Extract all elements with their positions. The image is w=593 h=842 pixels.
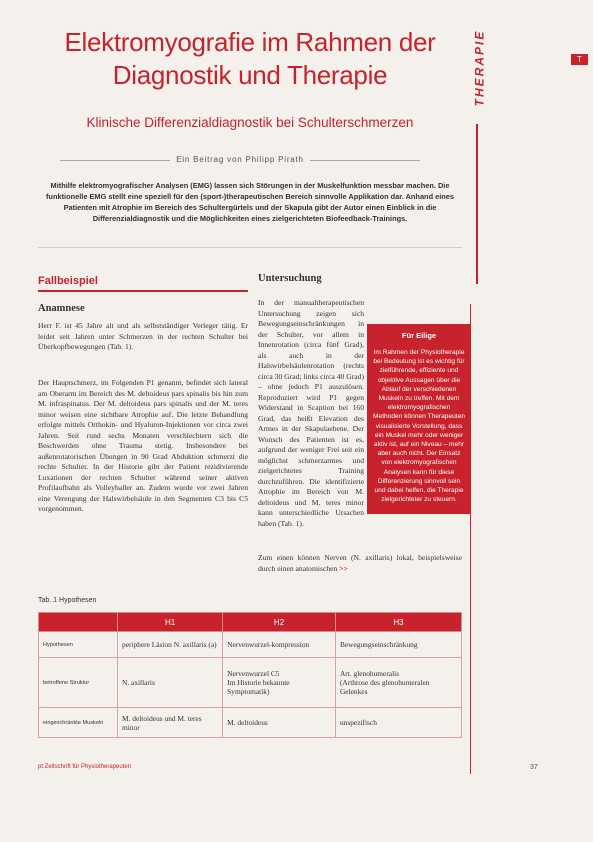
hypotheses-table	[38, 612, 462, 738]
section-label-text: THERAPIE	[472, 29, 486, 107]
table-cell: N. axillaris	[118, 658, 223, 708]
table-header-cell: H3	[335, 613, 461, 632]
untersuchung-paragraph-2	[258, 553, 462, 574]
quick-summary-box	[367, 324, 471, 514]
untersuchung-paragraph-1	[258, 298, 364, 529]
table-row-header: Hypothesen	[39, 632, 118, 658]
fallbeispiel-underline	[38, 290, 248, 292]
untersuchung-heading: Untersuchung	[258, 273, 322, 284]
table-row-header: eingeschränkte Muskeln	[39, 708, 118, 738]
table-header-cell	[39, 613, 118, 632]
section-divider-line	[476, 124, 478, 284]
section-tab-marker: T	[571, 54, 588, 65]
anamnese-paragraph-2: Der Hauptschmerz, im Folgenden P1 genannt, befindet sich lateral am Oberarm im Bereich des M. deltoideus pars spinalis bis hin zum M. infraspinatus. Der M. deltoideus pars spinalis und der M. teres minor weisen eine sichtbare Atrophie auf. Die letzte Behandlung erfolgte mittels Orthokin- und Hyaluron-Injektionen vor circa zwei Jahren. Seit rund sechs Monaten verschlechtern sich die Beschwerden ohne Trauma stetig. Insbesondere bei außenrotatorischen Übungen in 90 Grad Abduktion schmerzt die rechte Schulter. In der Historie gibt der Patient rezidivierende Luxationen der rechten Schulter während seiner aktiven Profilaufbahn als Volleyballer an. Zudem wurde vor zwei Jahren eine Verengung der Halswirbelsäule in den Segmenten C3 bis C5 vorgenommen.	[38, 378, 248, 513]
title-line-1: Elektromyografie im Rahmen der	[64, 27, 436, 57]
table-cell: Bewegungseinschränkung	[335, 632, 461, 658]
untersuchung-text-2: Zum einen können Nerven (N. axillaris) lokal, beispielsweise durch einen anatomischen	[258, 553, 462, 573]
table-header-cell: H1	[118, 613, 223, 632]
title-line-2: Diagnostik und Therapie	[112, 60, 388, 90]
fallbeispiel-heading: Fallbeispiel	[38, 275, 98, 287]
table-header-cell: H2	[223, 613, 336, 632]
table-caption: Tab. 1 Hypothesen	[38, 597, 97, 604]
table-row	[39, 658, 462, 708]
table-row	[39, 632, 462, 658]
untersuchung-text: In der manualtherapeutischen Untersuchung zeigen sich Bewegungseinschränkungen in der Schulter, vor allem in Innenrotation (circa fünf Grad), als auch in der Halswirbelsäulenrotation (rechts circa 30 Grad; links circa 40 Grad) – ohne jedoch P1 auszulösen. Reproduziert wird P1 gegen Widerstand in Scaption bei 160 Grad, das heißt Elevation des Armes in der Skapulaebene. Der Wunsch des Patienten ist es, aufgrund der weniger Frei seit ein möglichst schmerzarmes und zielgerichtetes Training durchzuführen. Die identifizierte Atrophie im Bereich von M. deltoideus und M. teres minor kann unterschiedliche Ursachen haben (Tab. 1).	[258, 298, 364, 528]
continue-arrow-icon: >>	[339, 563, 348, 573]
table-cell: unspezifisch	[335, 708, 461, 738]
quick-summary-text: Im Rahmen der Physiotherapie bei Bedeutung ist es wichtig für zielführende, effiziente und objektive Aussagen über die Ablauf der verschiedenen Muskeln zu treffen. Mit dem elektromyografischen Methoden können Therapeuten visualisierte Vorstellung, dass ein Muskel mehr oder weniger aktiv ist, auf ein Niveau – mehr aber auch nicht. Der Einsatz von elektromyografischen Analysen kann für diese Differenzierung sinnvoll sein und dabei helfen, die Therapie zielgerichteter zu steuern.	[373, 349, 465, 504]
lead-paragraph: Mithilfe elektromyografischer Analysen (EMG) lassen sich Störungen in der Muskelfunktion messbar machen. Die funktionelle EMG stellt eine speziell für den (sport-)therapeutischen Bereich sinnvolle Applikation dar. Anhand eines Patienten mit Atrophie im Bereich des Schultergürtels und der Skapula gibt der Autor einen Einblick in die Differenzialdiagnostik und die Möglichkeiten eines zielgerichteten Biofeedback-Trainings.	[45, 181, 455, 223]
quick-summary-title: Für Eilige	[401, 331, 437, 340]
table-cell: Nervenwurzel C5 Im Historie bekannte Symptomatik)	[223, 658, 336, 708]
table-row-header: betroffene Struktur	[39, 658, 118, 708]
footer-publication: pt Zeitschrift für Physiotherapeuten	[38, 764, 132, 770]
table-cell: Art. glenohumeralis (Arthrose des glenohumeralen Gelenkes	[335, 658, 461, 708]
article-subtitle: Klinische Differenzialdiagnostik bei Schulterschmerzen	[86, 115, 414, 130]
table-cell: M. deltoideus	[223, 708, 336, 738]
table-row	[39, 708, 462, 738]
article-title	[30, 26, 470, 92]
author-byline: Ein Beitrag von Philipp Pirath	[60, 155, 420, 164]
anamnese-paragraph-1: Herr F. ist 45 Jahre alt und als selbstständiger Verleger tätig. Er leidet seit Jahren unter Schmerzen in der rechten Schulter bei Überkopfbewegungen (Tab. 1).	[38, 321, 248, 351]
table-cell: Nervenwurzel-kompression	[223, 632, 336, 658]
table-cell: M. deltoideus und M. teres minor	[118, 708, 223, 738]
table-cell: periphere Läsion N. axillaris (a)	[118, 632, 223, 658]
lead-divider	[38, 247, 462, 248]
section-label	[469, 18, 489, 118]
page-number: 37	[530, 764, 538, 771]
table-header-row	[39, 613, 462, 632]
anamnese-heading: Anamnese	[38, 303, 85, 314]
